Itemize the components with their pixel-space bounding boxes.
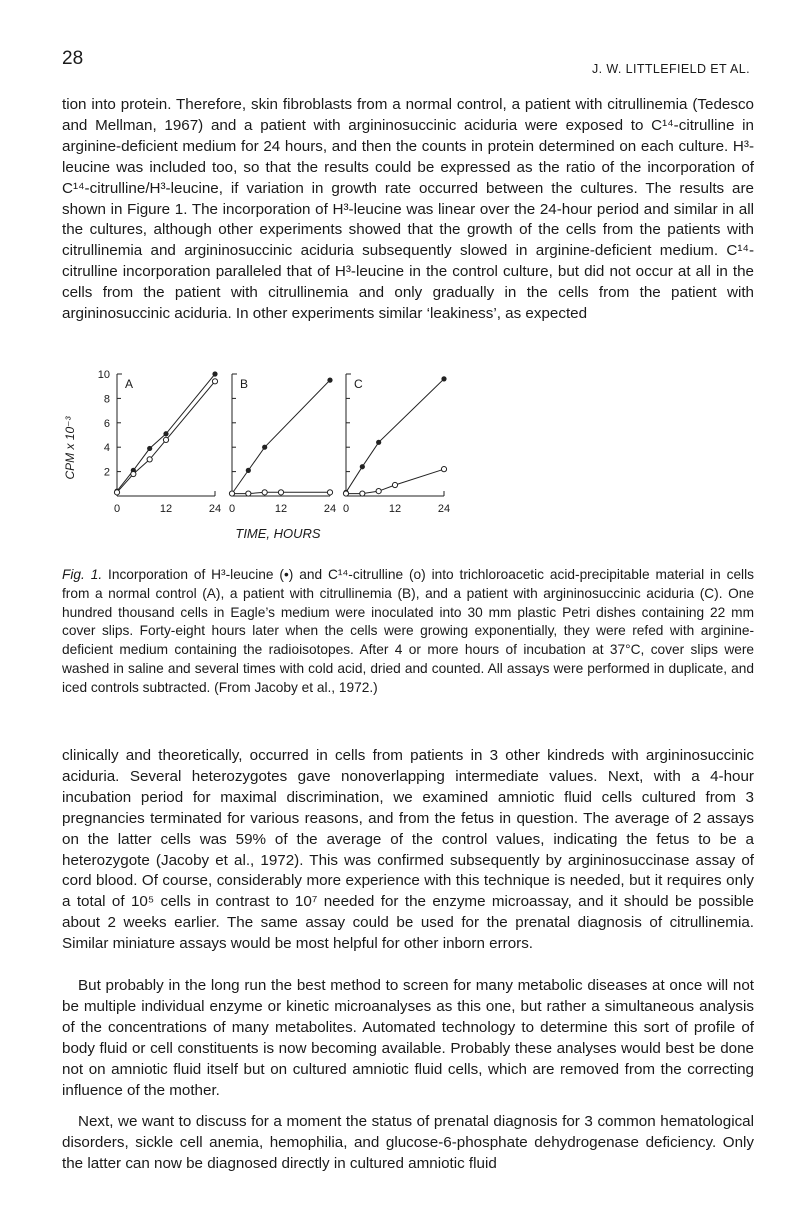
point-h3-leucine [360, 464, 365, 469]
point-h3-leucine [147, 446, 152, 451]
panel-a [114, 371, 221, 515]
point-c14-citrulline [163, 437, 168, 442]
point-c14-citrulline [392, 482, 397, 487]
panel-c [343, 374, 450, 515]
y-tick-label: 6 [103, 417, 110, 430]
page-number: 28 [62, 48, 84, 69]
figure-1-chart [60, 362, 480, 552]
point-h3-leucine [163, 431, 168, 436]
point-h3-leucine [212, 371, 217, 376]
y-tick-label: 4 [103, 442, 110, 455]
figure-caption [62, 566, 754, 698]
panel-label: B [240, 377, 249, 391]
point-c14-citrulline [343, 491, 348, 496]
point-c14-citrulline [278, 490, 283, 495]
x-tick-label: 12 [388, 503, 402, 515]
x-tick-label: 12 [159, 503, 173, 515]
paragraph-1: tion into protein. Therefore, skin fibroblasts from a normal control, a patient with citrullinemia (Tedesco and Mellman, 1967) and a patient with argininosuccinic aciduria were exposed to C¹⁴-citrulline in arginine-deficient medium for 24 hours, and then the counts in protein determined on each culture. H³-leucine was included too, so that the results could be expressed as the ratio of the incorporation of C¹⁴-citrulline/H³-leucine, if variation in growth rate occurred between the cultures. The results are shown in Figure 1. The incorporation of H³-leucine was linear over the 24-hour period and similar in all the cultures, although other experiments showed that the growth of the cells from the patients with citrullinemia and argininosuccinic aciduria subsequently slowed in arginine-deficient medium. C¹⁴-citrulline incorporation paralleled that of H³-leucine in the control culture, but did not occur at all in the cells from the patient with citrullinemia and only gradually in the cells from the patient with argininosuccinic aciduria. In other experiments similar ‘leakiness’, as expected [62, 96, 754, 323]
series-line [346, 379, 444, 492]
y-axis-label: CPM x 10⁻³ [63, 416, 77, 480]
panels [114, 371, 450, 515]
y-tick-label: 8 [103, 393, 110, 406]
figure-caption-text: Incorporation of H³-leucine (•) and C¹⁴-citrulline (o) into trichloroacetic acid-precipitable material in cells from a normal control (A), a patient with citrullinemia (B), and a patient with argininosuccinic aciduria (C). One hundred thousand cells in Eagle’s medium were inoculated into 30 mm plastic Petri dishes containing 22 mm cover slips. Forty-eight hours later when the cells were growing exponentially, they were refed with arginine-deficient medium containing the radioisotopes. After 4 or more hours of incubation at 37°C, cover slips were washed in saline and several times with cold acid, dried and counted. All assays were performed in duplicate, and iced controls subtracted. (From Jacoby et al., 1972.) [62, 567, 754, 695]
point-h3-leucine [327, 378, 332, 383]
x-axis-label: TIME, HOURS [235, 526, 321, 541]
panel-label: C [354, 377, 363, 391]
point-c14-citrulline [246, 491, 251, 496]
x-tick-label: 12 [274, 503, 288, 515]
panel-label: A [125, 377, 134, 391]
paragraph-2: clinically and theoretically, occurred in cells from patients in 3 other kindreds with argininosuccinic aciduria. Several heterozygotes gave nonoverlapping intermediate values. Next, with a 4-hour incubation period for maximal discrimination, we examined amniotic fluid cells cultured from 3 pregnancies terminated for various reasons, and from the fetus in question. The average of 2 assays on the latter cells was 59% of the average of the control values, indicating the fetus to be a heterozygote (Jacoby et al., 1972). This was confirmed subsequently by argininosuccinase assay of cord blood. Of course, considerably more experience with this technique is needed, but it requires only a total of 10⁵ cells in contrast to 10⁷ needed for the enzyme microassay, and it should be possible about 2 weeks earlier. The same assay could be used for the prenatal diagnosis of citrullinemia. Similar miniature assays would be most helpful for other inborn errors. [62, 747, 754, 953]
x-tick-label: 24 [323, 503, 337, 515]
x-tick-label: 0 [113, 503, 121, 515]
point-c14-citrulline [360, 491, 365, 496]
y-tick-label: 2 [103, 466, 110, 479]
point-c14-citrulline [212, 379, 217, 384]
point-h3-leucine [376, 440, 381, 445]
point-c14-citrulline [147, 457, 152, 462]
panel-b [229, 374, 336, 515]
series-line [232, 380, 330, 494]
point-h3-leucine [441, 376, 446, 381]
x-tick-label: 24 [437, 503, 451, 515]
point-c14-citrulline [441, 467, 446, 472]
paragraph-4: Next, we want to discuss for a moment the status of prenatal diagnosis for 3 common hematological disorders, sickle cell anemia, hemophilia, and glucose-6-phosphate dehydrogenase deficiency. Only the latter can now be diagnosed directly in cultured amniotic fluid [62, 1113, 754, 1172]
point-c14-citrulline [262, 490, 267, 495]
point-c14-citrulline [327, 490, 332, 495]
point-h3-leucine [246, 468, 251, 473]
point-h3-leucine [262, 445, 267, 450]
x-tick-label: 0 [228, 503, 236, 515]
figure-caption-lead: Fig. 1. [62, 567, 103, 582]
point-c14-citrulline [131, 471, 136, 476]
point-c14-citrulline [229, 491, 234, 496]
y-tick-label: 10 [97, 369, 110, 381]
series-line [346, 469, 444, 493]
paragraph-3: But probably in the long run the best method to screen for many metabolic diseases at once will not be multiple individual enzyme or kinetic microanalyses as this one, but rather a simultaneous analysis of the concentrations of many metabolites. Automated technology to determine this sort of profile of body fluid or cell constituents is now becoming available. Probably these analyses would best be done not on amniotic fluid itself but on cultured amniotic fluid cells, which are removed from the correcting influence of the mother. [62, 977, 754, 1099]
point-c14-citrulline [114, 490, 119, 495]
point-c14-citrulline [376, 489, 381, 494]
x-tick-label: 0 [342, 503, 350, 515]
running-head: J. W. LITTLEFIELD ET AL. [591, 62, 750, 76]
y-axis-ticks [98, 369, 110, 479]
x-tick-label: 24 [208, 503, 222, 515]
